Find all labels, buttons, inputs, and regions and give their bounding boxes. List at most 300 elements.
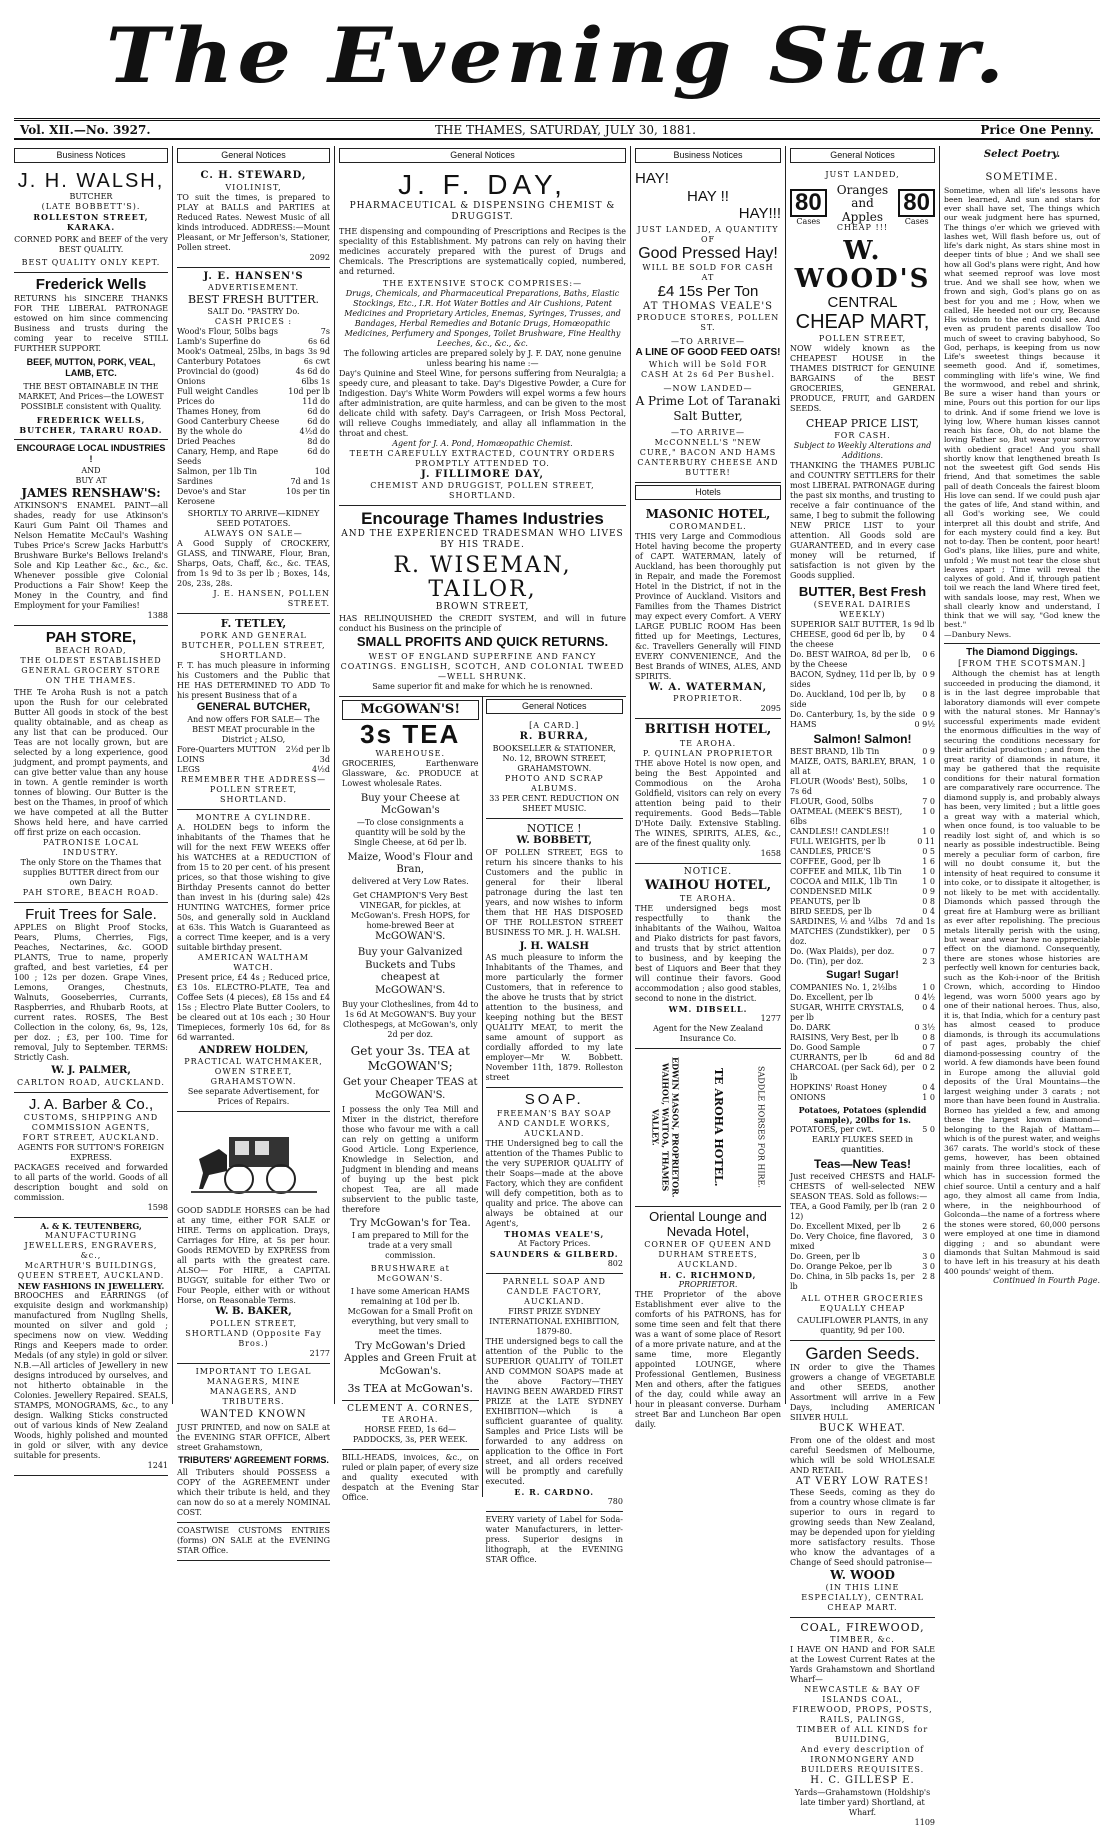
item-price: 0 7 [922,1042,935,1052]
ad-text: CORNED PORK and BEEF of the very BEST QUALITY. [14,235,168,255]
ad-text: AND [81,465,101,475]
ad-text: POLLEN STREET, [818,334,907,344]
price-row [177,337,330,347]
ad-text: BILL-HEADS, invoices, &c., on ruled or plain paper, of every size and quality executed with despatch at the Evening Star Office. [342,1453,479,1503]
price-row [790,797,935,807]
price-row [177,765,330,775]
item-name: Do. China, in 5lb packs 1s, per lb [790,1271,915,1291]
ad-text: And every description of IRONMONGERY AND BUILDERS REQUISITES. [800,1745,925,1775]
ad-burra [486,718,623,819]
rotated-text: EDWIN MASON, PROPRIETOR. WAIHOU, WAITOA, THAMES VALLEY. [650,1056,681,1198]
ad-text: THOMAS VEALE'S, [504,1228,605,1239]
ad-text: SALT Do. "PASTRY Do. [207,307,300,316]
ad-text: J. E. HANSEN, POLLEN STREET. [213,589,330,608]
ad-baker [177,1112,330,1364]
price-row [177,437,330,447]
item-name: BACON, Sydney, 11d per lb, by sides [790,670,916,690]
price-row [790,907,935,917]
item-name: Onions [177,377,206,386]
ad-text: ADVERTISEMENT. [207,283,300,293]
article-source: [FROM THE SCOTSMAN.] [958,659,1086,669]
ad-text: JUST LANDED, A QUANTITY OF [637,225,779,244]
ad-text: THE Undersigned beg to call the attention of the Thames Public to the very SUPERIOR QUALITY of their Soaps—made at the above Factory, which they are confident will defy competition, both as to quality and price. The above can always be obtained at our Agent's, [485,1138,623,1228]
ad-number: 2177 [309,1348,330,1358]
item-price: 4½d [312,764,330,774]
item-name: MATCHES (Zundstikker), per doz. [790,927,910,947]
item-name: COFFEE, Good, per lb [790,857,881,867]
item-price: 6d do [307,447,330,456]
rotated-text: SADDLE HORSES FOR HIRE. [756,1066,766,1189]
item-name: POTATOES, per cwt. [790,1124,874,1134]
ad-text: BUY AT [75,475,107,485]
item-name: CHEESE, good 6d per lb, by the cheese [790,630,905,650]
item-name: Do. Good Sample [790,1042,861,1052]
item-name: Devoe's and Star Kerosene [177,487,246,506]
price-row [790,897,935,907]
item-price: 7 0 [922,797,935,807]
ad-title: HAY!!! [738,204,781,222]
ad-text: Buy your Clotheslines, from 4d to 1s 6d At McGOWAN'S. Buy your Clothespegs, at McGowan's, only 2d per doz. [342,1000,479,1040]
ad-title: F. TETLEY, [220,617,287,630]
column-5 [786,146,940,1827]
ad-text: THANKING the THAMES PUBLIC and COUNTRY SETTLERS for their most LIBERAL PATRONAGE during the past six months, and trusting to receive a fair continuance of the same, I beg to submit the following NEW PRICE LIST to your attention. All Goods sold are GUARANTEED, and in every case money will be returned, if satisfaction is not given by the Goods supplied. [790,460,935,580]
ad-number: 1658 [760,848,781,858]
ad-text: Day's Quinine and Steel Wine, for persons suffering from Neuralgia; a speedy cure, and pleasant to take. Day's Digestive Powder, a Cure for Indigestion. Day's White Worm Powders will expel worms a few hours after administration, are quite harmless, and can be given to the most delicate child with safety. Day's Carrageen, or Irish Moss Pectoral, will relieve Coughs immediately, and allay all inflammation in the throat and chest. [339,368,626,438]
ad-title: A. & K. TEUTENBERG, [40,1220,142,1231]
ad-text: I HAVE ON HAND and FOR SALE at the Lowest Current Rates at the Yards Grahamstown and Shortland Wharf— [790,1645,935,1685]
ad-parnell [486,1274,623,1512]
column-header: General Notices [790,148,935,163]
ad-title: C. H. STEWARD, [200,170,307,182]
price-row [790,957,935,967]
column-header: General Notices [339,148,626,163]
ad-text: CAULIFLOWER PLANTS, in any quantity, 9d per 100. [797,1315,928,1335]
ad-title: J. A. Barber & Co., [28,1095,154,1113]
ad-text: McARTHUR'S BUILDINGS, QUEEN STREET, AUCKLAND. [17,1260,165,1280]
item-price: 0 4 [922,1002,935,1012]
price-row [790,983,935,993]
price-row [790,1023,935,1033]
price-row [177,745,330,755]
ad-text: And now offers FOR SALE— The BEST MEAT procurable in the District ; ALSO, [187,714,320,744]
ad-text: McGOWAN'S. [375,984,446,996]
ad-text: TIMBER, &c. [830,1635,895,1645]
ad-text: CHEMIST AND DRUGGIST, POLLEN STREET, SHORTLAND. [370,481,595,501]
ad-text: A Good Supply of CROCKERY, GLASS, and TINWARE, Flour, Bran, Sharps, Oats, Chaff, &c., &c. TEAS, from 1s 9d to 3s per lb ; Boxes, 14s, 20s, 23s, 28s. [177,539,330,588]
column-4 [631,146,786,1430]
poem-source: —Danbury News. [944,629,1012,639]
item-name: Do. Auckland, 10d per lb, by side [790,690,906,710]
item-name: SARDINES, ½ and ¼lbs [790,917,888,927]
item-name: CONDENSED MILK [790,887,872,897]
ad-title: JAMES RENSHAW'S: [21,485,161,500]
ad-text: (LATE BOBBETT'S). [41,202,141,212]
ad-number: 802 [607,1258,623,1268]
item-name: CANDLES!! CANDLES!! [790,827,890,837]
item-price: 0 5 [922,847,935,857]
price-row [790,847,935,857]
ad-text: Agent for J. A. Pond, Homœopathic Chemist. [392,438,573,448]
price-row [790,827,935,837]
ad-text: delivered at Very Low Rates. [351,876,469,886]
ad-garden-seeds [790,1341,935,1619]
item-price: 0 11 [917,837,935,847]
ad-barber [14,1093,168,1218]
item-name: COMPANIES No. 1, 2½lbs [790,982,897,992]
ad-text: THE BEST OBTAINABLE IN THE MARKET, And Prices—the LOWEST POSSIBLE consistent with Quality. [18,382,164,411]
ad-text: TEETH CAREFULLY EXTRACTED, COUNTRY ORDERS PROMPTLY ATTENDED TO. [349,448,616,468]
ad-text: PRODUCE STORES, POLLEN ST. [636,313,780,333]
ad-text: MANUFACTURING JEWELLERS, ENGRAVERS, &c., [24,1230,158,1260]
ad-text: BUCK WHEAT. [819,1423,906,1435]
ad-cornes [342,1400,479,1450]
ad-text: AT THOMAS VEALE'S [643,300,773,312]
item-price: 0 4½ [914,992,935,1002]
item-price: 6s cwt [303,357,330,366]
ad-coastwise [177,1523,330,1561]
item-name: CURRANTS, per lb [790,1052,868,1062]
ad-steward [177,167,330,268]
ad-text: PRACTICAL WATCHMAKER, OWEN STREET, GRAHAMSTOWN. [184,1057,323,1086]
price-row [790,720,935,730]
ad-text: Agent for the New Zealand Insurance Co. [652,1024,764,1044]
ad-te-aroha-hotel [635,1049,781,1207]
ad-text: Yards—Grahamstown (Holdship's late timber yard) Shortland, at Wharf. [794,1787,931,1817]
ad-text: WEST OF ENGLAND SUPERFINE AND FANCY COATINGS. ENGLISH, SCOTCH, AND COLONIAL TWEED—WELL SHRUNK. [340,651,625,681]
price-row [790,1053,935,1063]
item-price: 0 9½ [914,720,935,730]
item-name: Dried Peaches [177,437,236,446]
item-price: 0 5 [922,927,935,937]
item-name: RAISINS, Very Best, per lb [790,1032,899,1042]
article-text: Although the chemist has at length succeeded in producing the diamond, it is in the last degree improbable that laboratory diamonds will ever compete with the natural stones. Mr Hannay's successful experiments made evident the enormous difficulties in the way of securing the conditions necessary for their artificial production ; and from the great rarity of diamonds in nature, it may be gathered that the requisite conditions for their natural formation are comparatively rare occurrence. The diamond supply is, and probably always has been, very limited ; but a little goes a great way with a material which, when once found, is too valuable to be readily lost sight of, and which is so nearly as possible indestructible. Being merely a peculiar form of carbon, fire will no doubt consume it, but the intensity of heat required to consume it into coke, or to dissipate it altogether, is not likely to be met with accidentally. Diamonds which passed through the great fire at Hamburg were as brilliant as ever after repolishing. The precious metals literally perish with the using, but wear and wear have no appreciable effect on the diamond. Consequently, there are stones whose histories are perfectly well known for centuries back, such as the Koh-i-noor of the British Crown, which, according to Hindoo legend, was worn 5000 years ago by one of their national heroes. Thus, also, it is, that India, which for a century past has almost ceased to produce diamonds, is through its accumulations of past ages, probably the chief diamond-possessing country of the world. A few diamonds have been found in Europe among the alluvial gold deposits of the Ural Mountains—the largest weighing under 3 carats ; not more than have been found in Australia. Borneo has yielded a few, and among these the largest known diamond—belonging to the Rajah of Mattam—which is of the purest water, and weighs 367 carats. The world's stock of these gems, however, has been obtained mainly from three localities, each of which has in succession formed the chief source. Until a century and a half ago, they almost all came from India, where, in the neighbourhood of Golconda—the name of a fortress where the stones were stored, 60,000 persons were employed at one time in diamond digging ; and so abundant were diamonds that Sultan Mahmoud is said to have left in his treasury at his death 400 pounds' weight of them. [944,669,1100,1276]
item-price: 6d and 8d [894,1052,935,1062]
column-header: General Notices [177,148,330,163]
item-price: 0 3½ [914,1022,935,1032]
price-row [790,837,935,847]
ad-pah-store [14,626,168,903]
item-name: BEST BRAND, 1lb Tin [790,747,880,757]
ad-number: 1241 [147,1460,168,1470]
ad-text: APPLES on Blight Proof Stocks, Pears, Plums, Cherries, Figs, Peaches, Nectarines, &c. GOOD PLANTS, True to name, properly grafted, and best varieties, £4 per 100 ; 12s per dozen. Grape Vines, Lemons, Oranges, Chestnuts, Walnuts, Gooseberries, Currants, Raspberries, and Rhubarb Roots, at current rates. ROSES, The Best Collection in the colony, 6s, 9s, 12s, per doz. ; £3, per 100. Time for removal, July to September. TERMS: Strictly Cash. [14,923,168,1062]
ad-text: I have some American HAMS remaining at 10d per lb. McGowan for a Small Profit on everything, but very small to meet the times. [347,1286,473,1336]
ad-text: At Factory Prices. [518,1238,591,1248]
item-price: 0 4 [922,1082,935,1092]
ad-title: W. B. BAKER, [215,1306,292,1317]
ad-text: (SEVERAL DAIRIES WEEKLY) [813,600,912,620]
ad-text: W. WOOD [830,1568,895,1583]
item-price: 3 0 [922,1251,935,1261]
price-row [790,1003,935,1023]
ad-text: JUST PRINTED, and now on SALE at the EVENING STAR OFFICE, Albert street Grahamstown, [177,1423,330,1452]
ad-title: J. F. DAY, [398,169,567,201]
ad-teutenberg [14,1218,168,1476]
item-name: Canary, Hemp, and Rape Seeds [177,447,279,466]
ad-number: 780 [607,1496,623,1506]
price-list [790,747,935,967]
ad-text: A. HOLDEN begs to inform the inhabitants of the Thames that he will for the next FEW WEEKS offer his WATCHES at a REDUCTION of from 15 to 20 per cent. of his present prices, so that those wishing to give Birthday Presents cannot do better than invest in his (during sale) 42s HUNTING WATCHES, former price 50s, and generally sold in Auckland at 63s. This Watch is Guaranteed as a correct Time keeper, and is a very suitable birthday present. [177,822,330,952]
ad-text: Subject to Weekly Alterations and Additions. [793,440,932,460]
ad-text: Maize, Wood's Flour and Bran, [347,851,473,876]
item-price: 8d do [307,437,330,446]
ad-british-hotel [635,719,781,863]
ad-text: Same superior fit and make for which he is renowned. [372,681,593,691]
ad-text: BROWN STREET, [435,602,530,613]
ad-text: THIS very Large and Commodious Hotel having become the property of CAPT. WATERMAN, lately of Auckland, has been thoroughly put in Repair, and made the Foremost Hotel in the District, if not in the Province of Auckland. Visitors and Families from the Thames District may expect every Comfort. A VERY LARGE PUBLIC ROOM Has been fitted up for Meetings, Lectures, &c. Travellers Generally will FIND EVERY CONVENIENCE, And the Best Brands of WINES, ALES, AND SPIRITS. [635,531,781,681]
ad-tetley [177,614,330,810]
ad-text: E. R. CARDNO. [514,1486,595,1497]
general-notices-subcolumn [483,697,626,1564]
ad-text: GENERAL BUTCHER, [196,700,311,713]
price-list [790,983,935,1103]
ad-text: Get your 3s. TEA at McGOWAN'S; [350,1044,470,1074]
price-row [177,447,330,467]
ad-text: Get CHAMPION'S Very Best VINEGAR, for pickles, at McGowan's. Fresh HOPS, for home-brewed Beer at [350,890,470,930]
price-list [790,630,935,730]
price-row [790,807,935,827]
ad-title: MASONIC HOTEL, [645,506,771,521]
ad-title: Garden Seeds. [805,1343,920,1363]
item-name: HOPKINS' Roast Honey [790,1082,887,1092]
item-name: Provincial do (good) [177,367,259,376]
ad-text: I possess the only Tea Mill and Mixer in the district, therefore those who favour me with a call can rely on getting a uniform Good Article. Long Experience, Knowledge in Selection, and Judgment in blending and means of buying up the best pick chopest Tea, are all made subservient to the public taste, therefore [342,1105,479,1215]
item-name: Do. Excellent, per lb [790,992,873,1002]
item-name: Fore-Quarters MUTTON [177,744,277,754]
price-row [790,927,935,947]
ad-text: THE Te Aroha Rush is not a patch upon the Rush for our celebrated Butter All goods in stock of the best quality obtainable, and as cheap as any list that can be produced. Our Teas are not locally grown, but are selected by a long experience, good judgment, and prompt payments, and can give better value than any house in town. A gentle reminder is worth tonnes of blowing. Our Butter is the best on the Thames, in proof of which we have competed at all the Butter Shows held here, and have carried off first prize on each occasion. [14,687,168,837]
ad-text: BEST QUALITY ONLY KEPT. [21,258,161,268]
item-price: 11d do [302,397,330,406]
ad-text: A Prime Lot of Taranaki Salt Butter, [635,393,781,423]
ad-text: Oranges and Apples [836,183,889,224]
ad-text: BEST FRESH BUTTER. [187,293,320,307]
ad-title: HAY !! [687,187,729,205]
price-row [790,757,935,777]
ad-text: AMERICAN WALTHAM WATCH. [198,952,309,972]
item-price: 1 0 [922,807,935,817]
ad-text: WILL BE SOLD FOR CASH AT [642,263,774,283]
item-price: 4½d do [299,427,330,436]
price-row [790,710,935,720]
price: Price One Penny. [980,122,1094,137]
ad-text: McGOWAN'S. [375,930,446,942]
ad-title: HAY! [635,170,669,188]
item-price: 0 7 [922,947,935,957]
price-row [790,1222,935,1232]
ad-text: Try McGowan's for Tea. [349,1218,471,1230]
ad-text: Buy your Galvanized Buckets and Tubs cheapest at [357,947,463,984]
ad-text: BROOCHES and EARRINGS (of exquisite design and workmanship) manufactured from Nugllng Shells, mounted on silver and gold ; specimens now on view. Wedding Rings and Keepers made to order. Medals (of any style) in gold or silver. N.B.—All articles of Jewellery in new designs introduced by ourselves, and not hitherto obtainable in the Colonies. Jewellery Repaired. SEALS, STAMPS, MONOGRAMS, &c., to any design. Walking Sticks constructed out of various kinds of New Zealand Woods, highly polished and mounted in gold or silver, with any device suitable for presents. [14,1290,168,1460]
ad-text: NEWCASTLE & BAY OF ISLANDS COAL, [804,1685,921,1705]
ad-text: BOOKSELLER & STATIONER, No. 12, BROWN STREET, GRAHAMSTOWN. [492,743,616,773]
newspaper-title: The Evening Star. [105,11,1009,101]
masthead [0,0,1114,112]
price-row [177,467,330,477]
ad-text: BEACH ROAD, [55,645,127,655]
item-price: 0 8 [922,690,935,700]
ad-masonic-hotel [635,504,781,720]
item-price: 6d do [307,407,330,416]
item-name: Do. (Tin), per doz. [790,957,864,967]
ad-title: W. BOBBETT, [516,835,592,847]
ad-text: TRIBUTERS' AGREEMENT FORMS. [178,1455,329,1465]
ad-text: P. QUINLAN PROPRIETOR [642,748,774,758]
column-header: Business Notices [14,148,168,163]
ad-text: F. T. has much pleasure in informing his Customers and the Public that HE HAS DETERMINED TO ADD To his present Business that of a [177,660,330,700]
ad-text: COROMANDEL. [669,521,747,531]
item-price: 3 0 [922,1261,935,1271]
ad-text: SHORTLY TO ARRIVE—KIDNEY SEED POTATOES. [187,509,320,528]
price-list [177,327,330,507]
ad-text: Sugar! Sugar! [826,969,899,982]
ad-text: CUSTOMS, SHIPPING AND COMMISSION AGENTS, [23,1112,159,1132]
ad-text: [A CARD.] [529,721,580,731]
item-price: 0 2 [922,1062,935,1072]
ad-text: VIOLINIST, [225,182,282,192]
item-price: 1 0 [922,827,935,837]
item-name: Prices do [177,397,215,406]
price-row [790,1033,935,1043]
ad-text: J. FILLIMORE DAY, [421,468,544,480]
ad-text: BEEF, MUTTON, PORK, VEAL, LAMB, ETC. [26,356,156,378]
item-name: Wood's Flour, 50lbs bags [177,327,279,336]
poem-title: SOMETIME. [985,171,1059,183]
item-price: 0 8 [922,897,935,907]
item-name: Do. (Wax Plaids), per doz. [790,947,895,957]
ad-text: H. C. RICHMOND, [659,1270,757,1281]
ad-text: —TO ARRIVE— [670,427,746,437]
ad-text: ALL OTHER GROCERIES EQUALLY CHEAP [801,1293,924,1313]
ad-number: 2092 [309,252,330,262]
price-row [790,747,935,757]
column-header: Select Poetry. [983,149,1061,160]
ad-text: CARLTON ROAD, AUCKLAND. [17,1077,165,1087]
ad-text: FIREWOOD, PROPS, POSTS, RAILS, PALINGS, [792,1705,933,1725]
price-row [177,487,330,507]
price-row [790,1093,935,1103]
price-list [790,1125,935,1135]
ad-text: GOOD SADDLE HORSES can be had at any time, either FOR SALE or HIRE. Terms on application. Drays, Carriages for Hire, at 5s per hour. Goods REMOVED by EXPRESS from all parts with the greatest care. ALSO— For HIRE, a CAPITAL BUGGY, suitable for either Two or Four People, either with or without Horse, on Reasonable Terms. [177,1206,330,1305]
item-price: 1 6 [922,857,935,867]
item-price: 1 0 [922,757,935,767]
ad-title: J. E. HANSEN'S [203,270,304,282]
ad-text: Cases [904,217,929,227]
ad-text: IN order to give the Thames growers a change of VEGETABLE and other SEEDS, another Assortment will arrive in a Few Days, including AMERICAN SILVER HULL [790,1363,935,1423]
ad-text: TIMBER of ALL KINDS for BUILDING, [796,1725,929,1745]
price-row [177,477,330,487]
ad-title: W. WOOD'S [794,235,931,295]
ad-text: SMALL PROFITS AND QUICK RETURNS. [356,633,609,649]
ad-text: HORSE FEED, 1s 6d—PADDOCKS, 3s, PER WEEK. [352,1425,468,1445]
price-row [790,993,935,1003]
item-name: BIRD SEEDS, per lb [790,907,872,917]
column-header: Business Notices [635,148,781,163]
carriage-engraving [189,1119,319,1199]
item-price: 6lbs 1s [301,377,330,386]
ad-text: EVERY variety of Label for Soda-water Manufacturers, in letter-press. Superior designs in lithograph, at the EVENING STAR Office. [485,1514,623,1564]
ad-text: SAUNDERS & GILBERD. [489,1248,619,1259]
ad-text: PORK AND GENERAL BUTCHER, POLLEN STREET, SHORTLAND. [181,630,326,660]
ad-text: WM. DIBSELL. [668,1004,748,1015]
item-name: HAMS [790,720,817,730]
ad-labels [486,1512,623,1569]
ad-title: 3s TEA [360,719,461,750]
item-name: Do. DARK [790,1022,831,1032]
item-name: SUGAR, WHITE CRYSTALS, per lb [790,1002,904,1022]
ad-text: Get your Cheaper TEAS at McGOWAN'S. [342,1077,478,1101]
ad-text: W. J. PALMER, [51,1065,131,1076]
ad-text: PHARMACEUTICAL & DISPENSING CHEMIST & DRUGGIST. [349,201,616,223]
item-name: OATMEAL (MEEK'S BEST), 6lbs [790,807,903,827]
ad-text: PACKAGES received and forwarded to all parts of the world. Goods of all description bought and sold on commission. [14,1162,168,1202]
price-row [790,1232,935,1252]
item-name: COFFEE and MILK, 1lb Tin [790,867,902,877]
item-price: 1 0 [922,1092,935,1102]
ad-text: GROCERIES, Earthenware Glassware, &c. PRODUCE at Lowest wholesale Rates. [342,758,479,788]
ad-text: SUPERIOR SALT BUTTER, 1s 9d lb [790,620,935,630]
column-6 [940,146,1104,1404]
ad-text: HAS RELINQUISHED the CREDIT SYSTEM, and will in future conduct his Business on the principle of [339,613,626,633]
ad-text: ATKINSON'S ENAMEL PAINT—all shades, ready for use Atkinson's Kauri Gum Paint Oil Thames and Nelson Hematite McCaul's Washing Tubes Price's Screw Jacks Harbutt's Brushware Burke's Bellows Ireland's Sole and Kip Leather &c., &c., &c. Whenever possible give Colonial Productions a Fair Show! Keep the Money in the Country, and find Employment for your Families! [14,500,168,610]
poem-text: Sometime, when all life's lessons have been learned, And sun and stars for ever shall have set, The things which our weak judgment here has spurned, The things o'er which we grieved with lashes wet, Will flash before us, out of life's dark night, As stars shine most in deeper tints of blue ; And we shall see how all God's plans were right, And how what seemed reproof was love most true. And we shall see how, when we frown and sigh, God's plans go on as best for you and me ; How, when we called, He heeded not our cry, Because His wisdom to the end could see. And even as prudent parents disallow Too much of sweet to craving babyhood, So God, perhaps, is keeping from us now Life's sweetest things because it seemeth good. And if, sometimes, commingling with life's wine, We find the wormwood, and rebel and shrink, Be sure a wiser hand than yours or mine, Pours out this portion for our lips to drink. And if some friend we love is lying low, Where human kisses cannot reach his face, Oh, do not blame the loving Father so, But wear your sorrow with obedient grace! And you shall shortly know that lengthened breath Is not the sweetest gift God sends His friend, And that sometimes the sable pall of death Conceals the fairest bloom His love can send. If we could push ajar the gates of life, And stand within, and all God's working see, We could interpret all this doubt and strife, And for each mystery could find a key. But not to-day. Then be content, poor heart! God's plans, like lilies, pure and white, unfold ; We must not tear the close shut leaves apart ; Time will reveal the calyxes of gold. And if, through patient toil we reach the land Where tired feet, with sandals loose, may rest, When we shall clearly know and understand, I think that we will say, "God knew the best." [944,185,1100,630]
ad-text: FORT STREET, AUCKLAND. [22,1132,160,1142]
ad-text: NOW widely known as the CHEAPEST HOUSE in the THAMES DISTRICT for GENUINE BARGAINS of the BEST GROCERIES, GENERAL PRODUCE, FRUIT, and GARDEN SEEDS. [790,344,935,414]
item-name: Sardines [177,477,213,486]
price-row [790,650,935,670]
ad-holden [177,810,330,1113]
ad-text: WAREHOUSE. [375,748,446,758]
item-name: Lamb's Superfine do [177,337,261,346]
ad-text: 33 PER CENT. REDUCTION ON SHEET MUSIC. [489,793,620,813]
ad-title: ENCOURAGE LOCAL INDUSTRIES ! [16,443,166,465]
ad-text: ROLLESTON STREET, KARAKA. [33,212,149,233]
ad-text: ALWAYS ON SALE— [204,529,303,538]
ad-text: FIRST PRIZE SYDNEY INTERNATIONAL EXHIBITION, 1879-80. [489,1306,620,1336]
ad-text: THE Proprietor of the above Establishment ever alive to the comforts of his PATRONS, has for some time seen and felt that there was a want of some place of Resort of a more private nature, and at the same time, more Elegantly appointed LOUNGE, where Professional Gentlemen, Business Men and others, after the fatigues of the day, could while away an hour in pleasant converse. Durham street Bar and Luncheon Bar open daily. [635,1290,781,1430]
ad-text: Buy your Cheese at McGowan's [360,792,460,817]
price-row [790,690,935,710]
ad-title: PAH STORE, [45,628,137,646]
price-row [790,857,935,867]
item-price: 4s 6d do [295,367,330,376]
item-price: 0 4 [922,907,935,917]
item-price: 5 0 [922,1124,935,1134]
item-price: 6d do [307,417,330,426]
price-row [177,367,330,377]
item-name: ONIONS [790,1092,826,1102]
ad-text: All Tributers should POSSESS a COPY of the AGREEMENT under which their tribute is held, and they can now do so at a merely NOMINAL COST. [177,1468,330,1518]
item-name: Do. Orange Pekoe, per lb [790,1261,893,1271]
price-row [177,755,330,765]
ad-billheads [342,1450,479,1507]
ad-text: AND THE EXPERIENCED TRADESMAN WHO LIVES BY HIS TRADE. [341,528,624,550]
item-price: 7d and 1s [290,477,330,486]
ad-text: The only Store on the Thames that supplies BUTTER direct from our own Dairy. [20,857,162,887]
ad-text: The following articles are prepared solely by J. F. DAY, none genuine unless bearing his name :— [343,348,622,368]
ad-text: PROPRIETOR. [673,694,743,704]
price-row [790,777,935,797]
ad-title: CHEAP MART, [795,311,930,334]
ad-text: H. C. GILLESP E. [810,1775,915,1787]
ad-text: THE undersigned begs to call the attention of the Public to the SUPERIOR QUALITY of TOILET AND COMMON SOAPS made at the above Factory—THEY HAVING BEEN AWARDED FIRST PRIZE at the LATE SYDNEY EXHIBITION—which is a sufficient guarantee of quality. Samples and Price Lists will be forwarded to any address on application to the Office in Fort street, and all orders received will be promptly and carefully executed. [485,1336,623,1486]
column-3 [335,146,631,1564]
ad-text: Just received CHESTS and HALF-CHESTS of well-selected NEW SEASON TEAS. Sold as follows:— [790,1171,935,1201]
ad-text: FREDERICK WELLS, BUTCHER, TARARU ROAD. [19,415,163,435]
ad-title: R. BURRA, [519,731,589,743]
price-row [177,417,330,427]
price-row [177,387,330,397]
ad-title: Oriental Lounge and Nevada Hotel, [649,1209,767,1240]
